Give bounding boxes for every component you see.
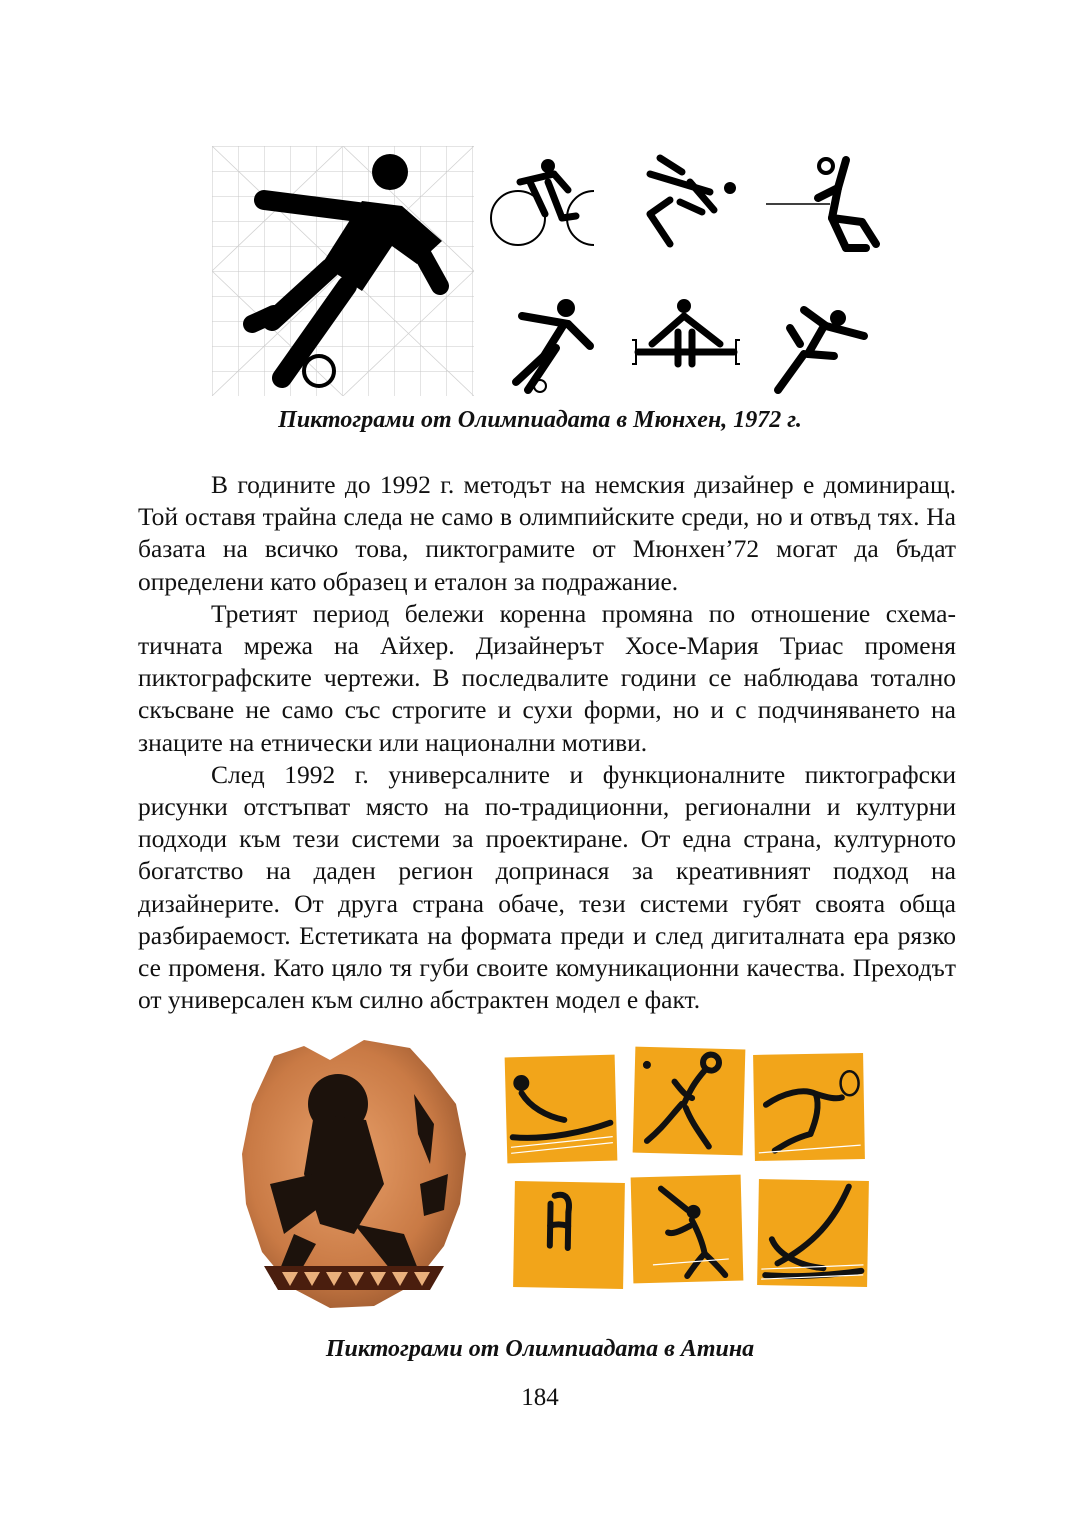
running-pictogram (764, 296, 882, 400)
munich-pictograms-figure (212, 146, 880, 398)
paragraph: След 1992 г. универсалните и функционалните пиктографски рисунки отстъпват място на по-традиционни, регионални и културни подходи към тези системи за проектиране. От една страна, културното богатство на даден регион допринася за креативният подход на дизайнерите. От друга страна обаче, тези системи губят своята обща разбираемост. Естетиката на формата преди и след дигиталната ера рязко се променя. Като цяло тя губи своите комуникационни качества. Преходът от универсален към силно абстрактен модел е факт. (138, 759, 956, 1015)
baseball-pictogram (631, 1175, 744, 1284)
canoe-pictogram (505, 1055, 618, 1164)
weightlifting-pictogram (628, 296, 746, 400)
football-pictogram-grid (212, 146, 474, 396)
rowing-pictogram (757, 1179, 869, 1287)
page-number: 184 (521, 1384, 559, 1411)
paragraph: В годините до 1992 г. методът на немския дизайнер е доминиращ. Той оставя трайна следа не само в олимпийските среди, но и отвъд тях. На базата на всичко това, пиктограмите от Мюнхен’72 могат да бъдат определени като образец и еталон за подражание. (138, 470, 956, 596)
gymnastics-pictogram (513, 1181, 625, 1289)
body-text (138, 469, 956, 1016)
athens-figure-caption: Пиктограми от Олимпиадата в Атина (325, 1336, 755, 1362)
football-small-pictogram (504, 294, 622, 398)
cycling-pictogram (490, 156, 608, 260)
greek-vase-image (234, 1034, 474, 1316)
tennis-pictogram (753, 1053, 865, 1161)
table-tennis-pictogram (633, 1047, 746, 1156)
fencing-pictogram (630, 152, 748, 256)
paragraph: Третият период бележи коренна промяна по отношение схематичната мрежа на Айхер. Дизайнерът Хосе-Мария Триас променя пиктографските чертежи. В последвалите години се наблюдава тотално скъсване не само със строгите и сухи форми, но и с подчиняването на знаците на етнически или национални мотиви. (138, 598, 956, 757)
fencing-lunge-pictogram (766, 152, 884, 256)
munich-figure-caption: Пиктограми от Олимпиадата в Мюнхен, 1972 г. (278, 407, 802, 433)
athens-pictograms-grid (506, 1046, 872, 1296)
